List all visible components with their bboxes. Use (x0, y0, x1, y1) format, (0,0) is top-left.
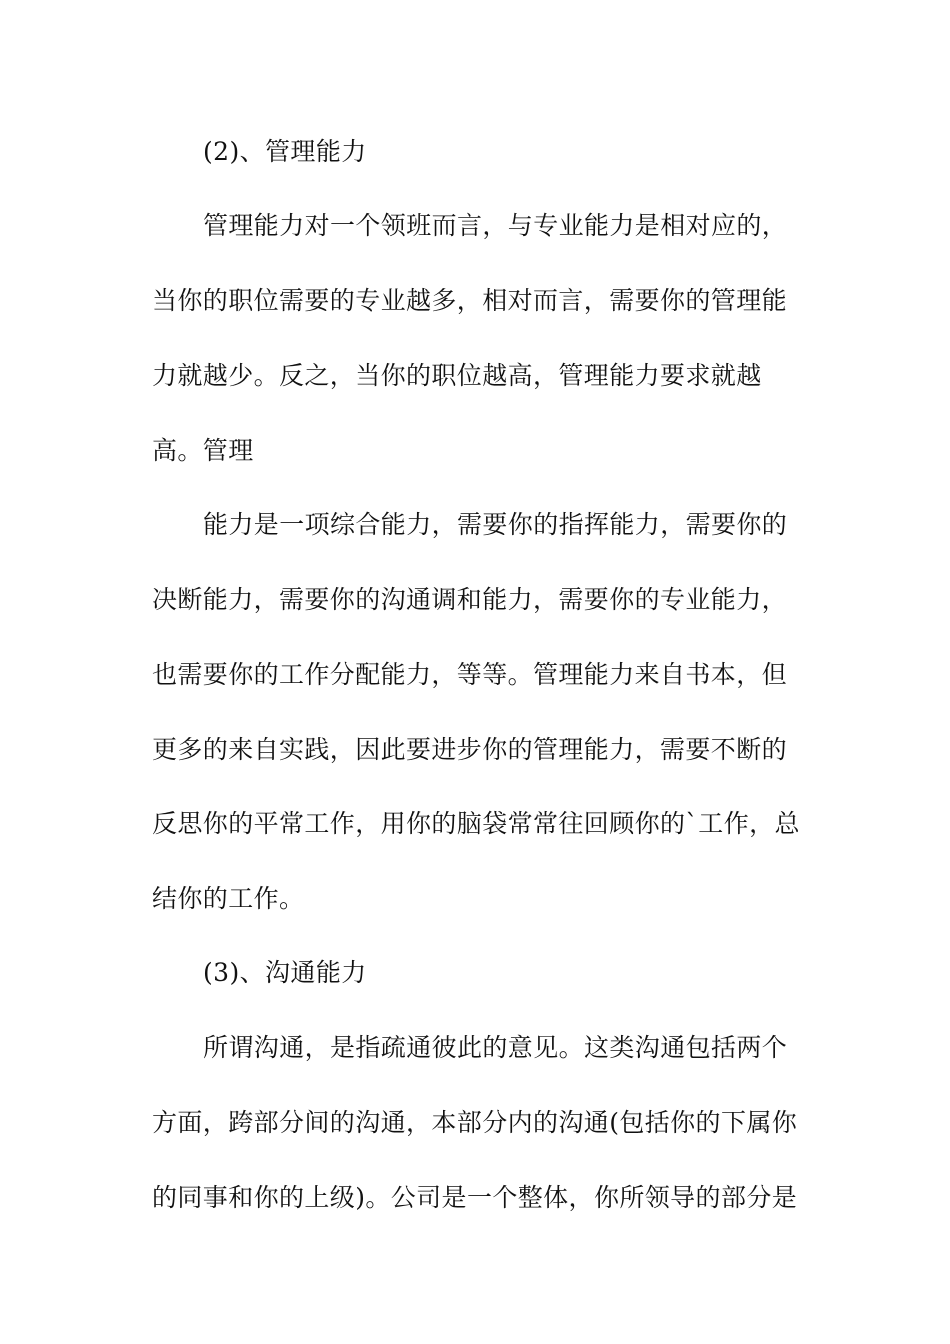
paragraph-line: 管理能力对一个领班而言，与专业能力是相对应的， (203, 211, 788, 240)
paragraph-line: 所谓沟通，是指疏通彼此的意见。这类沟通包括两个 (203, 1033, 788, 1062)
paragraph-line: 高。管理 (152, 436, 254, 465)
paragraph-line: 也需要你的工作分配能力，等等。管理能力来自书本，但 (152, 660, 788, 689)
paragraph-line: 反思你的平常工作，用你的脑袋常常往回顾你的`工作，总 (152, 809, 800, 838)
paragraph-line: 结你的工作。 (152, 884, 305, 913)
paragraph-line: 当你的职位需要的专业越多，相对而言，需要你的管理能 (152, 286, 788, 315)
paragraph-line: 的同事和你的上级)。公司是一个整体，你所领导的部分是 (152, 1183, 798, 1212)
heading-management-ability: (2)、管理能力 (203, 137, 367, 166)
paragraph-line: 能力是一项综合能力，需要你的指挥能力，需要你的 (203, 510, 788, 539)
paragraph-line: 方面，跨部分间的沟通，本部分内的沟通(包括你的下属你 (152, 1108, 798, 1137)
paragraph-line: 更多的来自实践，因此要进步你的管理能力，需要不断的 (152, 735, 788, 764)
paragraph-line: 力就越少。反之，当你的职位越高，管理能力要求就越 (152, 361, 762, 390)
heading-communication-ability: (3)、沟通能力 (203, 958, 367, 987)
paragraph-line: 决断能力，需要你的沟通调和能力，需要你的专业能力， (152, 585, 788, 614)
